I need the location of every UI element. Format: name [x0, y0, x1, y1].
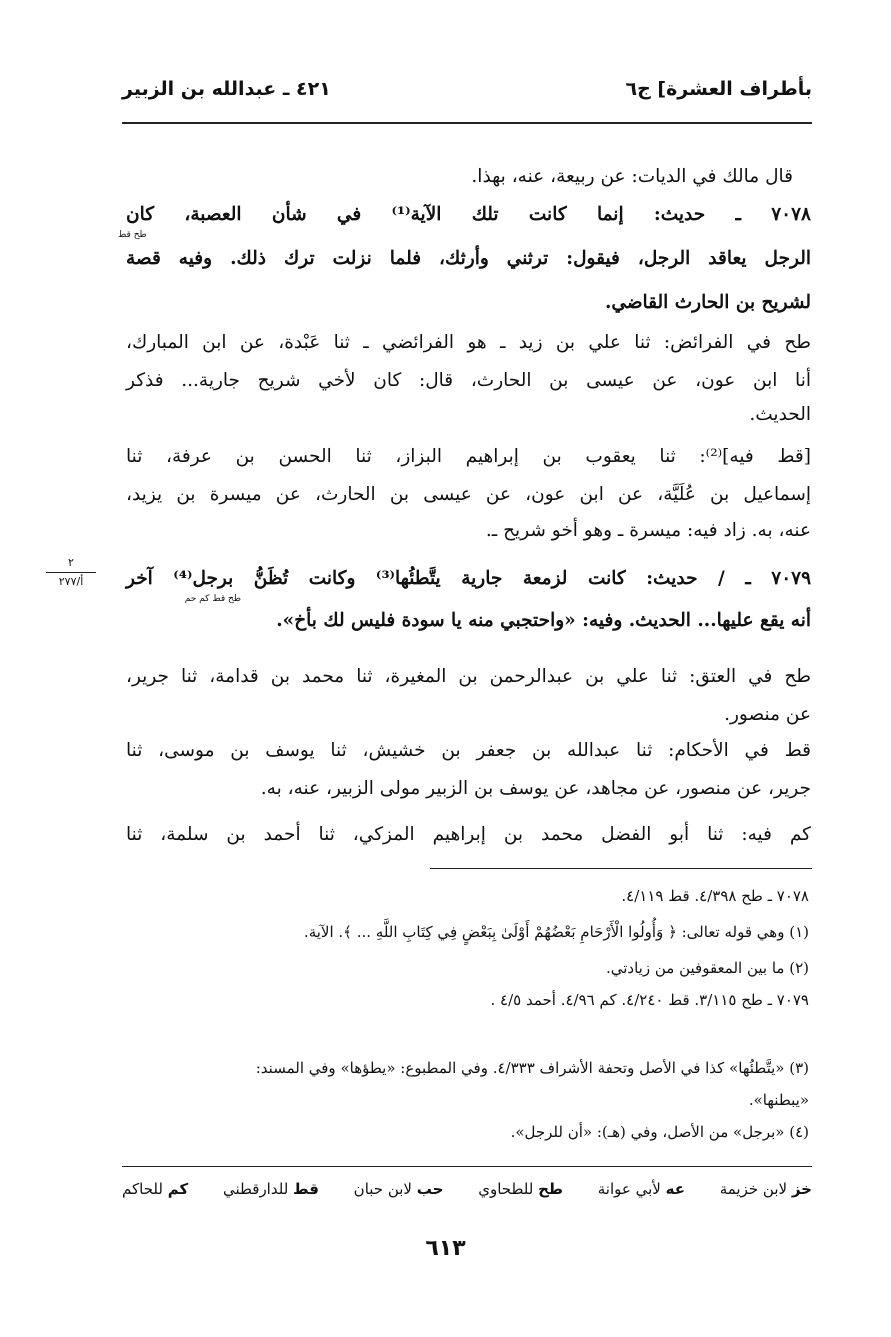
- body-line: أنا ابن عون، عن عيسى بن الحارث، قال: كان لأخي شريح جارية... فذكر: [126, 370, 811, 391]
- footnote: (٣) «يتَّطئُها» كذا في الأصل وتحفة الأشراف ٤/٣٣٣. وفي المطبوع: «يطؤها» وفي المسند:: [255, 1059, 809, 1077]
- header-book-title: بأطراف العشرة] ج٦: [625, 78, 812, 100]
- margin-note-top: ٢: [68, 556, 74, 569]
- body-line: جرير، عن منصور، عن مجاهد، عن يوسف بن الزبير مولى الزبير، عنه، به.: [260, 778, 811, 799]
- abbr-item: طح للطحاوي: [478, 1180, 564, 1198]
- margin-note: [46, 556, 96, 589]
- body-line: إسماعيل بن عُلَيَّة، عن ابن عون، عن عيسى بن الحارث، عن ميسرة بن يزيد،: [126, 484, 811, 505]
- abbr-item: عه لأبي عوانة: [597, 1180, 685, 1198]
- abbr-item: كم للحاكم: [122, 1180, 189, 1198]
- body-line: عنه، به. زاد فيه: ميسرة ـ وهو أخو شريح ـ.: [485, 520, 811, 541]
- abbr-item: خز لابن خزيمة: [719, 1180, 812, 1198]
- sigla-7079: طح قط كم حم: [184, 594, 241, 604]
- body-line: طح في العتق: ثنا علي بن عبدالرحمن بن المغيرة، ثنا محمد بن قدامة، ثنا جرير،: [126, 666, 811, 687]
- margin-note-bottom: أ/٢٧٧: [58, 575, 84, 588]
- hadith-heading-7078: ٧٠٧٨ ـ حديث: إنما كانت تلك الآية⁽¹⁾ في شأن العصبة، كان: [126, 204, 811, 225]
- body-line: أنه يقع عليها... الحديث. وفيه: «واحتجبي منه يا سودة فليس لك بأخ».: [276, 610, 811, 631]
- abbreviations-rule: [122, 1166, 812, 1167]
- hadith-heading-7079: ٧٠٧٩ ـ / حديث: كانت لزمعة جارية يتَّطئُها⁽³⁾ وكانت تُظَنُّ برجل⁽⁴⁾ آخر: [126, 568, 812, 589]
- footnote-rule: [430, 868, 812, 869]
- footnote: «يبطنها».: [748, 1091, 809, 1109]
- body-line: قط في الأحكام: ثنا عبدالله بن جعفر بن خشيش، ثنا يوسف بن موسى، ثنا: [126, 740, 811, 761]
- body-line: [قط فيه]⁽²⁾: ثنا يعقوب بن إبراهيم البزاز، ثنا الحسن بن عرفة، ثنا: [126, 446, 811, 467]
- body-line: الرجل يعاقد الرجل، فيقول: ترثني وأرثك، فلما نزلت ترك ذلك. وفيه قصة: [126, 248, 811, 269]
- abbr-item: حب لابن حبان: [353, 1180, 444, 1198]
- running-header: [122, 78, 812, 108]
- footnote: (٢) ما بين المعقوفين من زيادتي.: [605, 959, 809, 977]
- body-line: طح في الفرائض: ثنا علي بن زيد ـ هو الفرائضي ـ ثنا عَبْدة، عن ابن المبارك،: [126, 332, 811, 353]
- margin-note-divider: [46, 572, 96, 573]
- body-line: لشريح بن الحارث القاضي.: [604, 292, 811, 313]
- footnote: (٤) «برجل» من الأصل، وفي (هـ): «أن للرجل».: [510, 1123, 809, 1141]
- header-rule: [122, 122, 812, 124]
- body-line: الحديث.: [749, 404, 811, 425]
- body-line: قال مالك في الديات: عن ربيعة، عنه، بهذا.: [471, 166, 793, 187]
- sigla-7078: طح قط: [118, 230, 147, 240]
- footnote: ٧٠٧٨ ـ طح ٤/٣٩٨. قط ٤/١١٩.: [621, 887, 809, 905]
- abbreviations-legend: [122, 1180, 812, 1198]
- abbr-item: قط للدارقطني: [222, 1180, 319, 1198]
- footnote: ٧٠٧٩ ـ طح ٣/١١٥. قط ٤/٢٤٠. كم ٤/٩٦. أحمد ٤/٥ .: [490, 991, 809, 1009]
- footnote: (١) وهي قوله تعالى: ﴿ وَأُولُوا الْأَرْحَامِ بَعْضُهُمْ أَوْلَىٰ بِبَعْضٍ فِي كِتَابِ اللَّهِ ... ﴾. الآية.: [303, 923, 809, 941]
- header-section-title: ٤٢١ ـ عبدالله بن الزبير: [122, 78, 331, 100]
- page-number: ٦١٣: [425, 1236, 466, 1261]
- body-line: كم فيه: ثنا أبو الفضل محمد بن إبراهيم المزكي، ثنا أحمد بن سلمة، ثنا: [126, 824, 811, 845]
- body-line: عن منصور.: [724, 704, 811, 725]
